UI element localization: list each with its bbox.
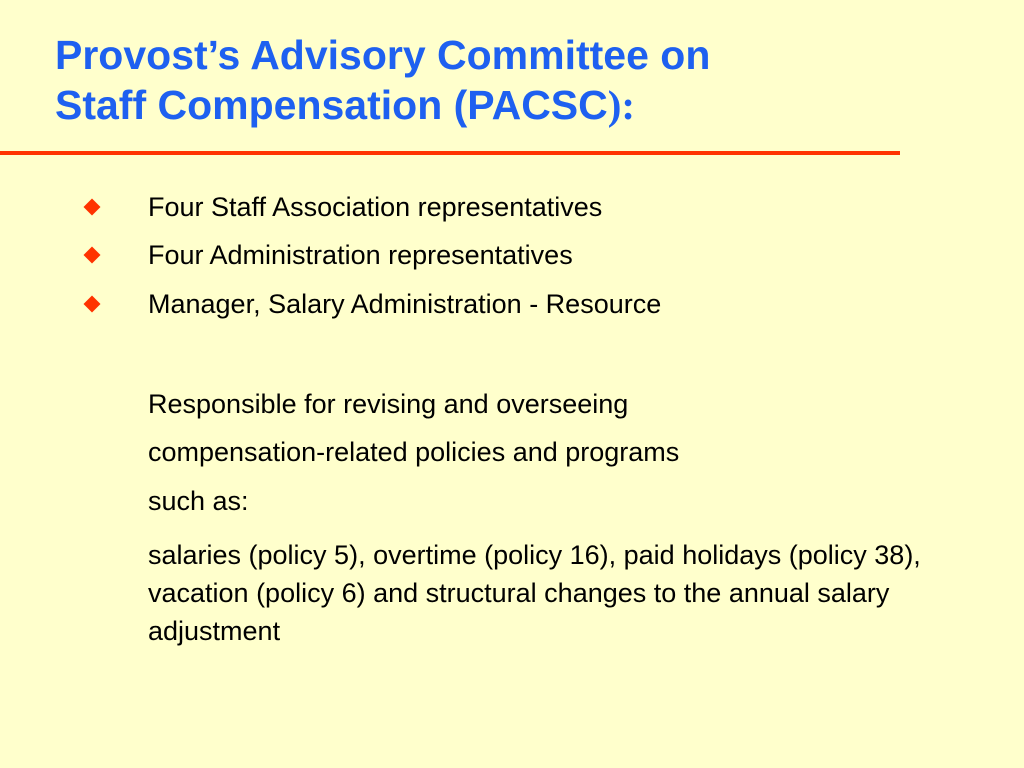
title-underline-divider [0,151,900,155]
title-line-2-end: ): [607,82,636,128]
description-line-3: such as: [148,486,249,516]
diamond-bullet-icon [84,296,101,313]
description-line-1: Responsible for revising and overseeing [148,389,629,419]
bullet-text: Four Staff Association representatives [148,192,603,222]
diamond-bullet-icon [84,199,101,216]
bullet-item [0,234,1024,278]
slide-title [55,30,955,130]
policy-examples: salaries (policy 5), overtime (policy 16), paid holidays (policy 38), vacation (policy 6) and structural changes to the annual salary adjustment [148,540,921,646]
bullet-item [0,186,1024,230]
diamond-bullet-icon [84,247,101,264]
bullet-item [0,283,1024,327]
bullet-text: Four Administration representatives [148,240,573,270]
title-line-2 [55,80,955,130]
title-line-1: Provost’s Advisory Committee on [55,32,711,78]
description-line-2: compensation-related policies and programs [148,437,680,467]
bullet-text: Manager, Salary Administration - Resource [148,289,662,319]
title-line-2-main: Staff Compensation (PACSC [55,82,608,128]
